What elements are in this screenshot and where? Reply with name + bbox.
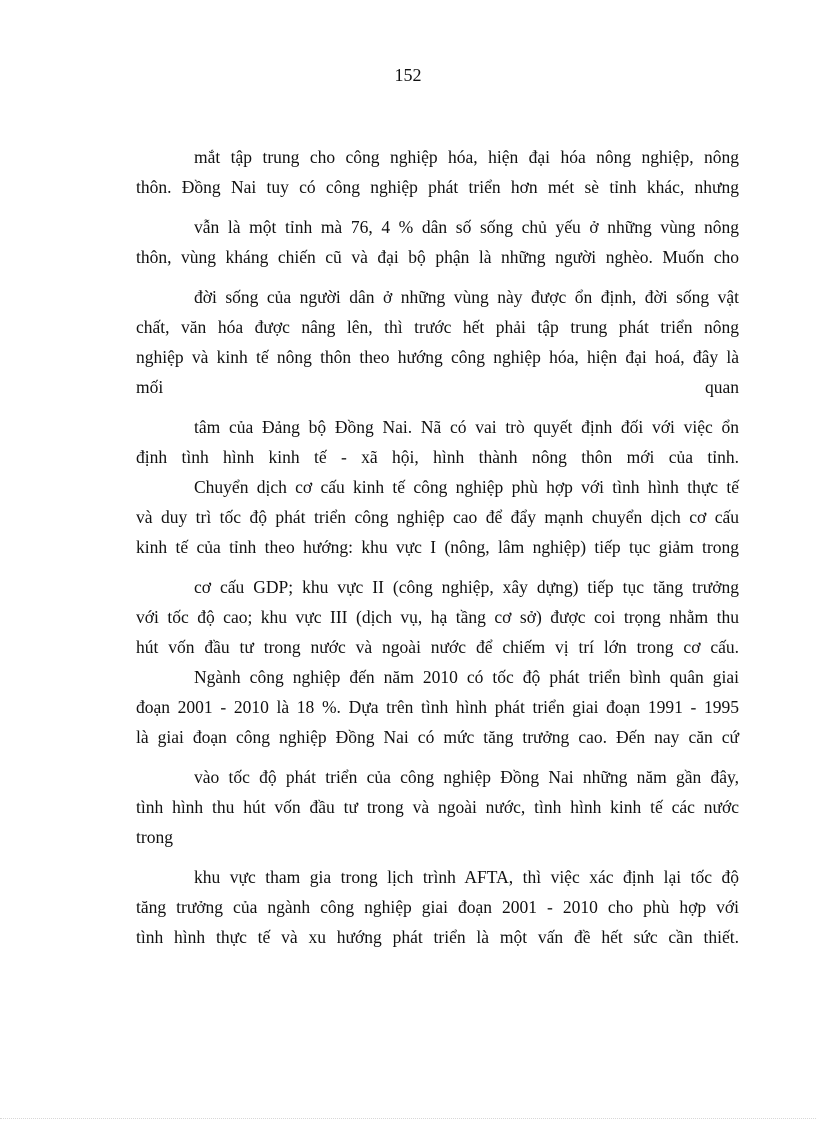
text-line: là giai đoạn công nghiệp Đồng Nai có mức tăng trưởng cao. Đến nay căn cứ bbox=[136, 727, 739, 747]
text-line: Ngành công nghiệp đến năm 2010 có tốc độ phát triển bình quân giai bbox=[194, 667, 739, 687]
text-line: đời sống của người dân ở những vùng này được ổn định, đời sống vật bbox=[194, 287, 739, 307]
text-line: thôn. Đồng Nai tuy có công nghiệp phát triển hơn mét sè tỉnh khác, nhưng bbox=[136, 177, 739, 197]
paragraph-3 bbox=[136, 662, 739, 952]
text-fragment: mối bbox=[136, 377, 164, 397]
text-line: trong bbox=[136, 827, 173, 847]
text-line-split bbox=[136, 372, 739, 402]
page-bottom-border bbox=[0, 1118, 816, 1119]
document-body bbox=[136, 142, 739, 952]
text-line: và duy trì tốc độ phát triển công nghiệp cao để đẩy mạnh chuyển dịch cơ cấu bbox=[136, 507, 739, 527]
text-line: hút vốn đầu tư trong nước và ngoài nước để chiếm vị trí lớn trong cơ cấu. bbox=[136, 637, 739, 657]
text-line: định tình hình kinh tế - xã hội, hình thành nông thôn mới của tỉnh. bbox=[136, 447, 739, 467]
text-line: cơ cấu GDP; khu vực II (công nghiệp, xây dựng) tiếp tục tăng trưởng bbox=[194, 577, 739, 597]
text-line: nghiệp và kinh tế nông thôn theo hướng công nghiệp hóa, hiện đại hoá, đây là bbox=[136, 347, 739, 367]
text-line: đoạn 2001 - 2010 là 18 %. Dựa trên tình hình phát triển giai đoạn 1991 - 1995 bbox=[136, 697, 739, 717]
text-fragment: quan bbox=[704, 377, 739, 397]
text-line: tình hình thực tế và xu hướng phát triển là một vấn đề hết sức cần thiết. bbox=[136, 927, 739, 947]
text-line: tăng trưởng của ngành công nghiệp giai đoạn 2001 - 2010 cho phù hợp với bbox=[136, 897, 739, 917]
text-line: khu vực tham gia trong lịch trình AFTA, thì việc xác định lại tốc độ bbox=[194, 867, 739, 887]
text-line: tình hình thu hút vốn đầu tư trong và ngoài nước, tình hình kinh tế các nước bbox=[136, 797, 739, 817]
text-line: thôn, vùng kháng chiến cũ và đại bộ phận là những người nghèo. Muốn cho bbox=[136, 247, 739, 267]
text-line: tâm của Đảng bộ Đồng Nai. Nã có vai trò quyết định đối với việc ổn bbox=[194, 417, 739, 437]
page-number: 152 bbox=[394, 65, 422, 85]
text-line: Chuyển dịch cơ cấu kinh tế công nghiệp phù hợp với tình hình thực tế bbox=[194, 477, 739, 497]
paragraph-1 bbox=[136, 142, 739, 472]
text-line: kinh tế của tỉnh theo hướng: khu vực I (nông, lâm nghiệp) tiếp tục giảm trong bbox=[136, 537, 739, 557]
paragraph-2 bbox=[136, 472, 739, 662]
text-line: mắt tập trung cho công nghiệp hóa, hiện đại hóa nông nghiệp, nông bbox=[194, 147, 739, 167]
text-line: chất, văn hóa được nâng lên, thì trước hết phải tập trung phát triển nông bbox=[136, 317, 739, 337]
text-line: vẫn là một tỉnh mà 76, 4 % dân số sống chủ yếu ở những vùng nông bbox=[194, 217, 739, 237]
text-line: với tốc độ cao; khu vực III (dịch vụ, hạ tầng cơ sở) được coi trọng nhằm thu bbox=[136, 607, 739, 627]
text-line: vào tốc độ phát triển của công nghiệp Đồng Nai những năm gần đây, bbox=[194, 767, 739, 787]
